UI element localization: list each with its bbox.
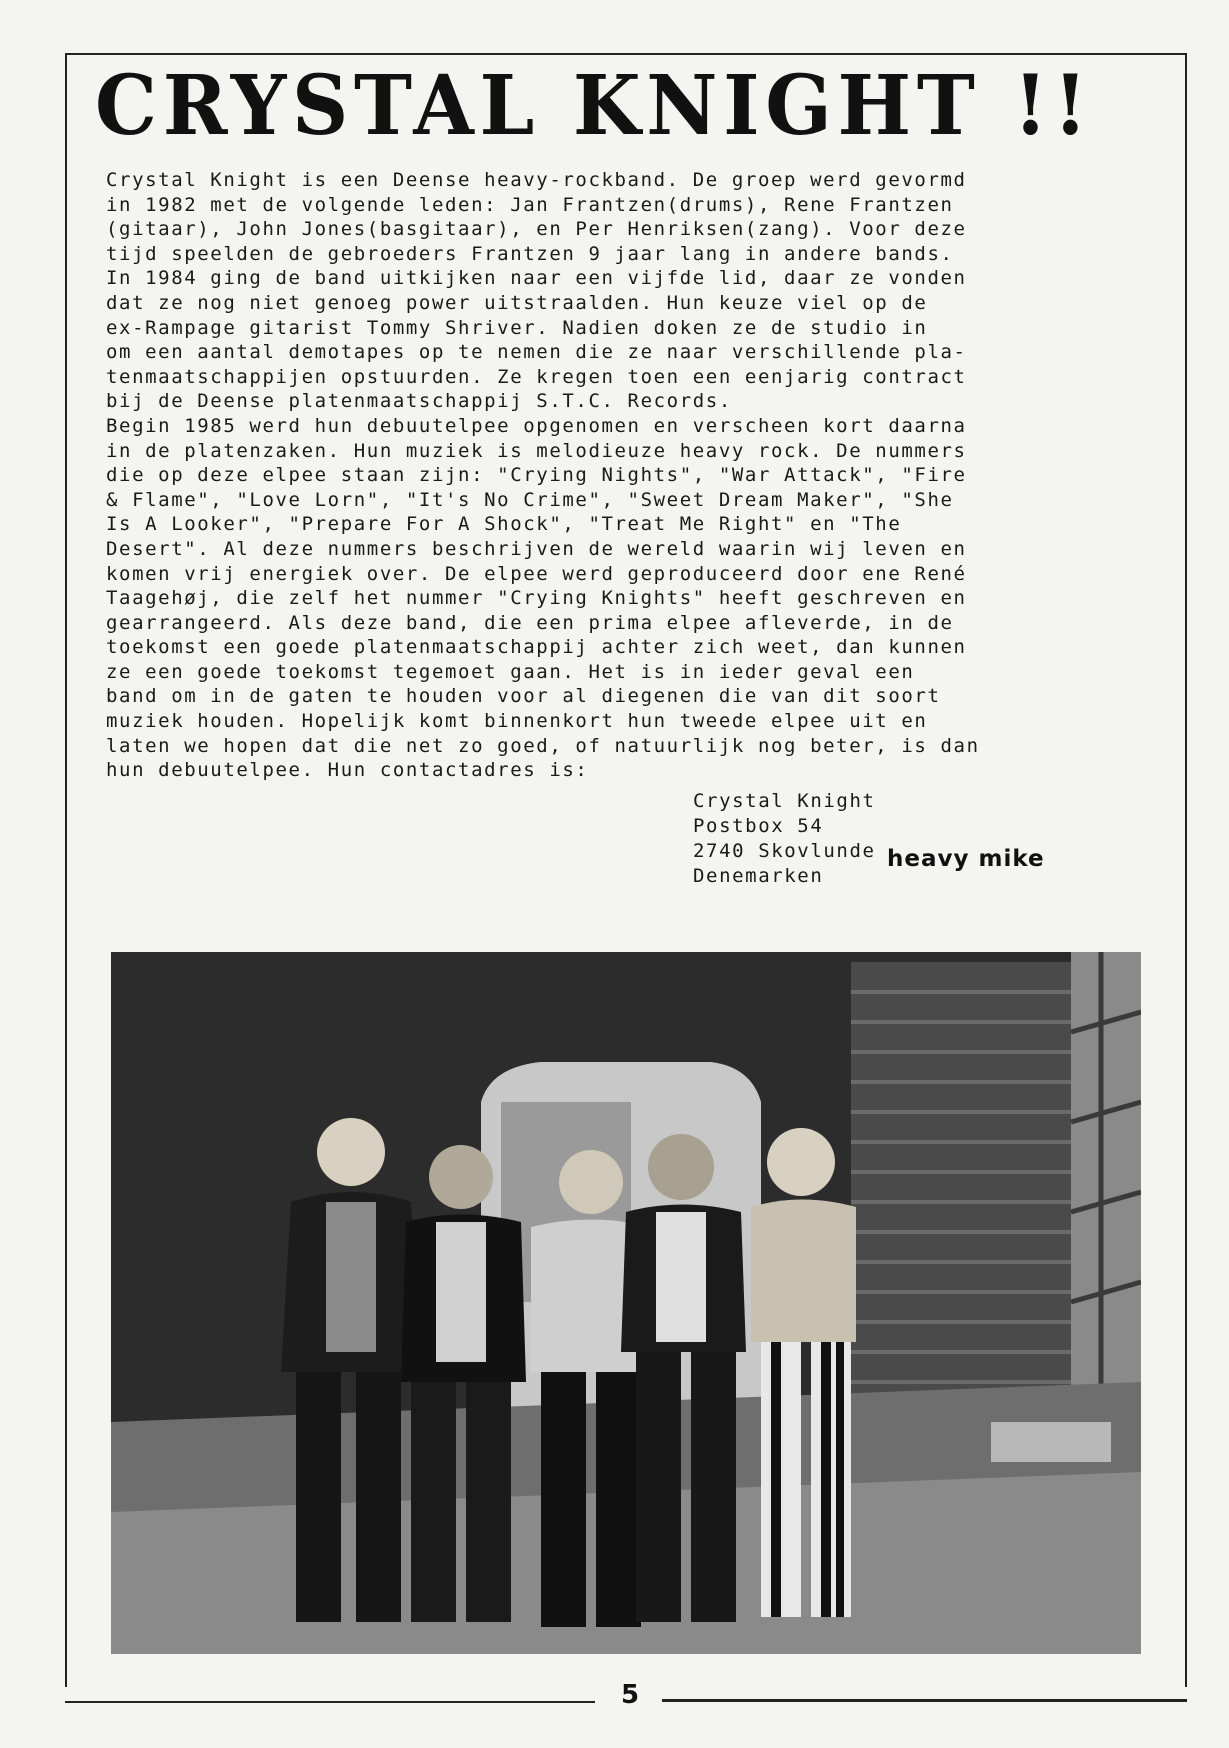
bottom-rule-left	[65, 1701, 595, 1703]
article-line: Is A Looker", "Prepare For A Shock", "Treat Me Right" en "The	[106, 513, 902, 536]
page-number: 5	[620, 1680, 640, 1710]
contact-address	[693, 789, 876, 889]
article-line: laten we hopen dat die net zo goed, of natuurlijk nog beter, is dan	[106, 734, 980, 757]
article-line: Crystal Knight is een Deense heavy-rockband. De groep werd gevormd	[106, 169, 967, 191]
article-line: hun debuutelpee. Hun contactadres is:	[106, 759, 589, 782]
article-line: ze een goede toekomst tegemoet gaan. Het is in ieder geval een	[106, 660, 915, 683]
article-line: komen vrij energiek over. De elpee werd geproduceerd door ene René	[106, 562, 967, 585]
article-line: in de platenzaken. Hun muziek is melodieuze heavy rock. De nummers	[106, 439, 967, 462]
article-line: bij de Deense platenmaatschappij S.T.C. Records.	[106, 390, 732, 413]
article-line: & Flame", "Love Lorn", "It's No Crime", "Sweet Dream Maker", "She	[106, 488, 954, 511]
article-line: band om in de gaten te houden voor al diegenen die van dit soort	[106, 685, 941, 708]
article-line: (gitaar), John Jones(basgitaar), en Per Henriksen(zang). Voor deze	[106, 218, 967, 241]
article-line: Desert". Al deze nummers beschrijven de wereld waarin wij leven en	[106, 537, 967, 560]
band-photo	[111, 952, 1141, 1654]
address-line: Denemarken	[693, 865, 824, 887]
article-line: Begin 1985 werd hun debuutelpee opgenomen en verscheen kort daarna	[106, 414, 967, 437]
article-line: toekomst een goede platenmaatschappij achter zich weet, dan kunnen	[106, 636, 967, 659]
article-line: In 1984 ging de band uitkijken naar een vijfde lid, daar ze vonden	[106, 267, 967, 290]
article-line: tijd speelden de gebroeders Frantzen 9 jaar lang in andere bands.	[106, 242, 954, 265]
article-line: Taagehøj, die zelf het nummer "Crying Knights" heeft geschreven en	[106, 587, 967, 610]
band-photo-illustration	[111, 952, 1141, 1654]
bottom-rule-right	[662, 1699, 1187, 1702]
article-line: tenmaatschappijen opstuurden. Ze kregen toen een eenjarig contract	[106, 365, 967, 388]
article-line: in 1982 met de volgende leden: Jan Frantzen(drums), Rene Frantzen	[106, 193, 954, 216]
article-line: muziek houden. Hopelijk komt binnenkort hun tweede elpee uit en	[106, 710, 928, 733]
address-line: 2740 Skovlunde	[693, 840, 876, 862]
article-line: ex-Rampage gitarist Tommy Shriver. Nadien doken ze de studio in	[106, 316, 928, 339]
article-line: om een aantal demotapes op te nemen die ze naar verschillende pla-	[106, 341, 967, 364]
article-line: die op deze elpee staan zijn: "Crying Nights", "War Attack", "Fire	[106, 464, 967, 487]
address-line: Postbox 54	[693, 815, 824, 837]
article-title: CRYSTAL KNIGHT !!	[95, 58, 1094, 154]
article-line: dat ze nog niet genoeg power uitstraalden. Hun keuze viel op de	[106, 291, 928, 314]
article-body	[106, 168, 1131, 783]
address-line: Crystal Knight	[693, 790, 876, 812]
article-line: gearrangeerd. Als deze band, die een prima elpee afleverde, in de	[106, 611, 954, 634]
author-signature: heavy mike	[887, 846, 1045, 872]
